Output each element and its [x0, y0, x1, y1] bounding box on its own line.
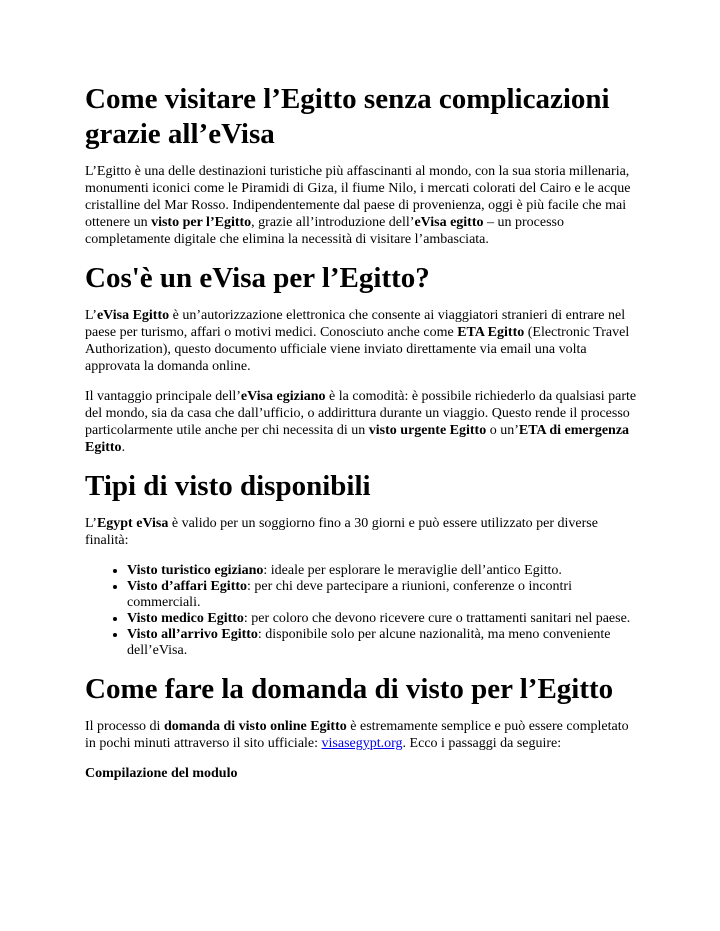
section-heading-visa-types: Tipi di visto disponibili [85, 470, 371, 502]
s2p1-text-2: è valido per un soggiorno fino a 30 giorni e può essere utilizzato per diverse finalità: [85, 516, 598, 548]
section-heading-evisa: Cos'è un eVisa per l’Egitto? [85, 262, 430, 294]
intro-text-1: L’Egitto è una delle destinazioni turistiche più affascinanti al mondo, con la sua storia millenaria, monumenti iconici come le Piramidi di Giza, il fiume Nilo, i mercati colorati del Cairo e le acque cristalline del Mar Rosso. Indipendentemente dal paese di provenienza, oggi è più facile che mai ottenere un [85, 164, 631, 230]
s2p1-bold-1: Egypt eVisa [96, 516, 169, 531]
list-item-text: : ideale per esplorare le meraviglie dell’antico Egitto. [263, 563, 562, 578]
list-item-bold: Visto turistico egiziano [127, 563, 264, 578]
list-item-bold: Visto all’arrivo Egitto [127, 627, 258, 642]
intro-text-3: – un processo completamente digitale che elimina la necessità di visitare l’ambasciata. [85, 215, 565, 247]
page-title: Come visitare l’Egitto senza complicazioni grazie all’eVisa [85, 83, 610, 150]
s1p2-text-1: Il vantaggio principale dell’ [85, 389, 241, 404]
s1p1-bold-2: ETA Egitto [457, 325, 525, 340]
list-item [127, 627, 640, 659]
s1p2-bold-2: visto urgente Egitto [368, 423, 487, 438]
section-heading-application: Come fare la domanda di visto per l’Egitto [85, 673, 614, 705]
list-item-bold: Visto medico Egitto [127, 611, 244, 626]
s1p1-text-3: (Electronic Travel Authorization), questo documento ufficiale viene inviato direttamente via email una volta approvata la domanda online. [85, 325, 630, 374]
intro-text-2: , grazie all’introduzione dell’ [251, 215, 415, 230]
intro-bold-1: visto per l’Egitto [151, 215, 252, 230]
s3p1-text-3: . Ecco i passaggi da seguire: [402, 736, 562, 751]
s3p1-text-1: Il processo di [85, 719, 164, 734]
list-item-text: : per coloro che devono ricevere cure o trattamenti sanitari nel paese. [243, 611, 631, 626]
list-item [127, 563, 640, 579]
s1p1-text-2: è un’autorizzazione elettronica che consente ai viaggiatori stranieri di entrare nel paese per turismo, affari o motivi medici. Conosciuto anche come [85, 308, 626, 340]
s3p1-bold-1: domanda di visto online Egitto [163, 719, 347, 734]
s1p2-bold-3: ETA di emergenza Egitto [85, 423, 630, 455]
list-item-bold: Visto d’affari Egitto [127, 579, 248, 594]
intro-paragraph [85, 163, 640, 248]
list-item [127, 579, 640, 611]
evisa-paragraph-1 [85, 307, 640, 375]
s3p1-text-2: è estremamente semplice e può essere completato in pochi minuti attraverso il sito ufficiale: [85, 719, 629, 751]
list-item-text: : per chi deve partecipare a riunioni, conferenze o incontri commerciali. [127, 579, 572, 610]
list-item-text: : disponibile solo per alcune nazionalità, ma meno conveniente dell’eVisa. [127, 627, 611, 658]
s1p2-bold-1: eVisa egiziano [240, 389, 326, 404]
visa-types-list [85, 563, 640, 659]
application-paragraph [85, 718, 640, 752]
evisa-paragraph-2 [85, 388, 640, 456]
s2p1-text-1: L’ [85, 516, 97, 531]
s1p1-text-1: L’ [85, 308, 97, 323]
s1p2-text-2: è la comodità: è possibile richiederlo da qualsiasi parte del mondo, sia da casa che dall’ufficio, o addirittura durante un viaggio. Questo rende il processo particolarmente utile anche per chi necessita di un [85, 389, 637, 438]
visa-types-intro [85, 515, 640, 549]
s1p2-text-3: o un’ [486, 423, 519, 438]
intro-bold-2: eVisa egitto [414, 215, 484, 230]
list-item [127, 611, 640, 627]
subheading-form: Compilazione del modulo [85, 766, 238, 781]
s1p1-bold-1: eVisa Egitto [96, 308, 170, 323]
s1p2-text-4: . [121, 440, 126, 455]
official-site-link[interactable]: visasegypt.org [321, 736, 403, 751]
